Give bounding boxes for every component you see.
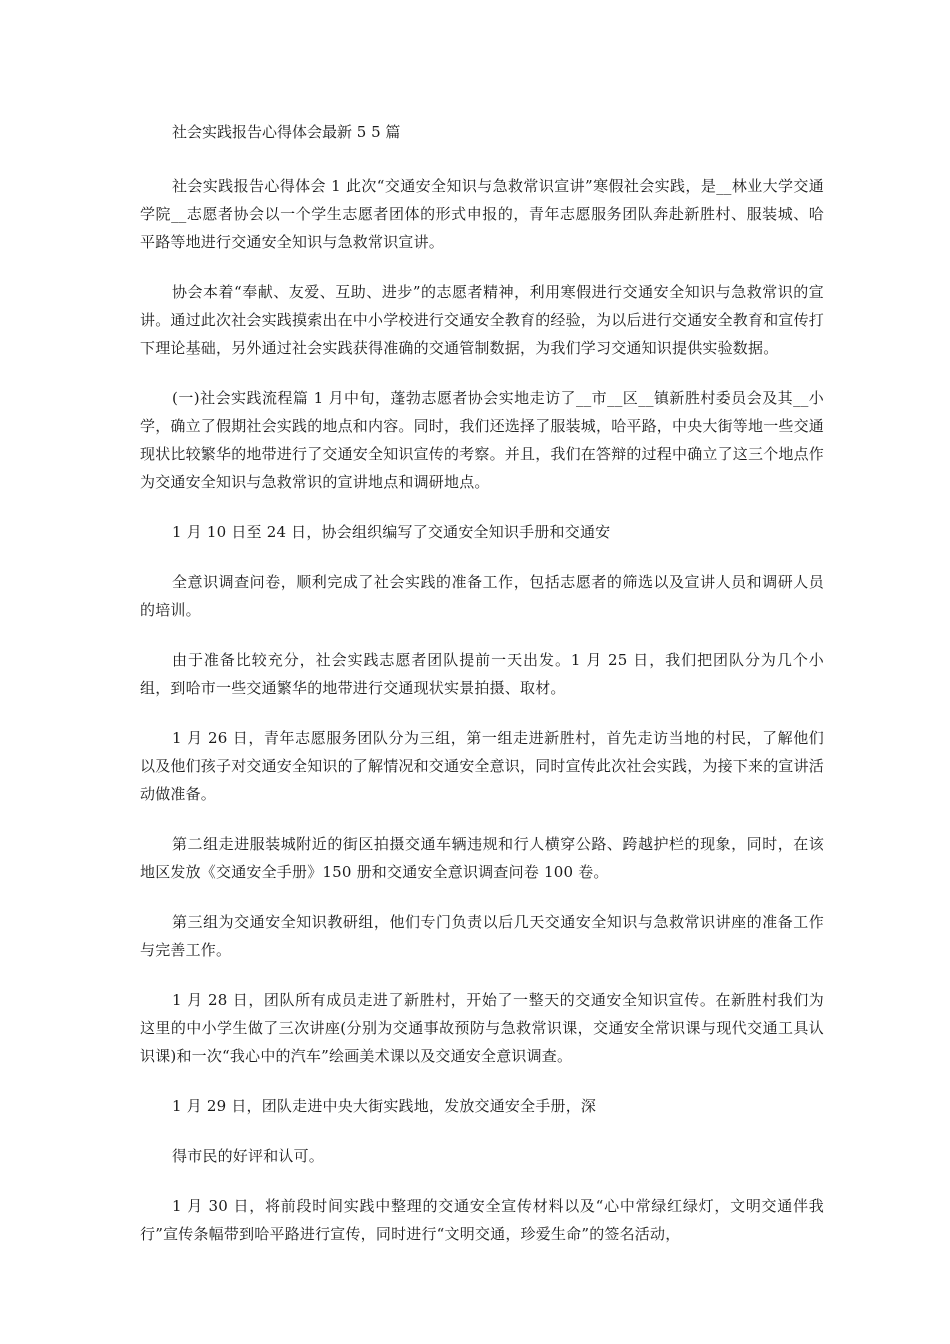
paragraph-10: 1 月 28 日，团队所有成员走进了新胜村，开始了一整天的交通安全知识宣传。在新胜村我们为这里的中小学生做了三次讲座(分别为交通事故预防与急救常识课，交通安全常识课与现代交通工具认识课)和一次“我心中的汽车”绘画美术课以及交通安全意识调查。 (140, 991, 824, 1065)
paragraph-11: 1 月 29 日，团队走进中央大街实践地，发放交通安全手册，深 (172, 1097, 597, 1115)
paragraph-1: 社会实践报告心得体会 1 此次“交通安全知识与急救常识宣讲”寒假社会实践，是__林业大学交通学院__志愿者协会以一个学生志愿者团体的形式申报的，青年志愿服务团队奔赴新胜村、服装城、哈平路等地进行交通安全知识与急救常识宣讲。 (140, 177, 824, 251)
document-body (140, 118, 824, 1270)
paragraph-7: 1 月 26 日，青年志愿服务团队分为三组，第一组走进新胜村，首先走访当地的村民，了解他们以及他们孩子对交通安全知识的了解情况和交通安全意识，同时宣传此次社会实践，为接下来的宣讲活动做准备。 (140, 729, 825, 803)
paragraph-4: 1 月 10 日至 24 日，协会组织编写了交通安全知识手册和交通安 (172, 523, 611, 541)
paragraph-3: (一)社会实践流程篇 1 月中旬，蓬勃志愿者协会实地走访了__市__区__镇新胜村委员会及其__小学，确立了假期社会实践的地点和内容。同时，我们还选择了服装城，哈平路，中央大街等地一些交通现状比较繁华的地带进行了交通安全知识宣传的考察。并且，我们在答辩的过程中确立了这三个地点作为交通安全知识与急救常识的宣讲地点和调研地点。 (140, 389, 825, 491)
paragraph-12: 得市民的好评和认可。 (172, 1147, 325, 1165)
paragraph-9: 第三组为交通安全知识教研组，他们专门负责以后几天交通安全知识与急救常识讲座的准备工作与完善工作。 (140, 913, 824, 959)
paragraph-13: 1 月 30 日，将前段时间实践中整理的交通安全宣传材料以及“心中常绿红绿灯，文明交通伴我行”宣传条幅带到哈平路进行宣传，同时进行“文明交通，珍爱生命”的签名活动， (140, 1197, 824, 1243)
document-title: 社会实践报告心得体会最新 5 5 篇 (172, 123, 401, 141)
paragraph-2: 协会本着“奉献、友爱、互助、进步”的志愿者精神，利用寒假进行交通安全知识与急救常识的宣讲。通过此次社会实践摸索出在中小学校进行交通安全教育的经验，为以后进行交通安全教育和宣传打下理论基础，另外通过社会实践获得准确的交通管制数据，为我们学习交通知识提供实验数据。 (140, 283, 825, 357)
paragraph-8: 第二组走进服装城附近的街区拍摄交通车辆违规和行人横穿公路、跨越护栏的现象，同时，在该地区发放《交通安全手册》150 册和交通安全意识调查问卷 100 卷。 (140, 835, 824, 881)
paragraph-5: 全意识调查问卷，顺利完成了社会实践的准备工作，包括志愿者的筛选以及宣讲人员和调研人员的培训。 (140, 573, 824, 619)
paragraph-6: 由于准备比较充分，社会实践志愿者团队提前一天出发。1 月 25 日，我们把团队分为几个小组，到哈市一些交通繁华的地带进行交通现状实景拍摄、取材。 (140, 651, 824, 697)
